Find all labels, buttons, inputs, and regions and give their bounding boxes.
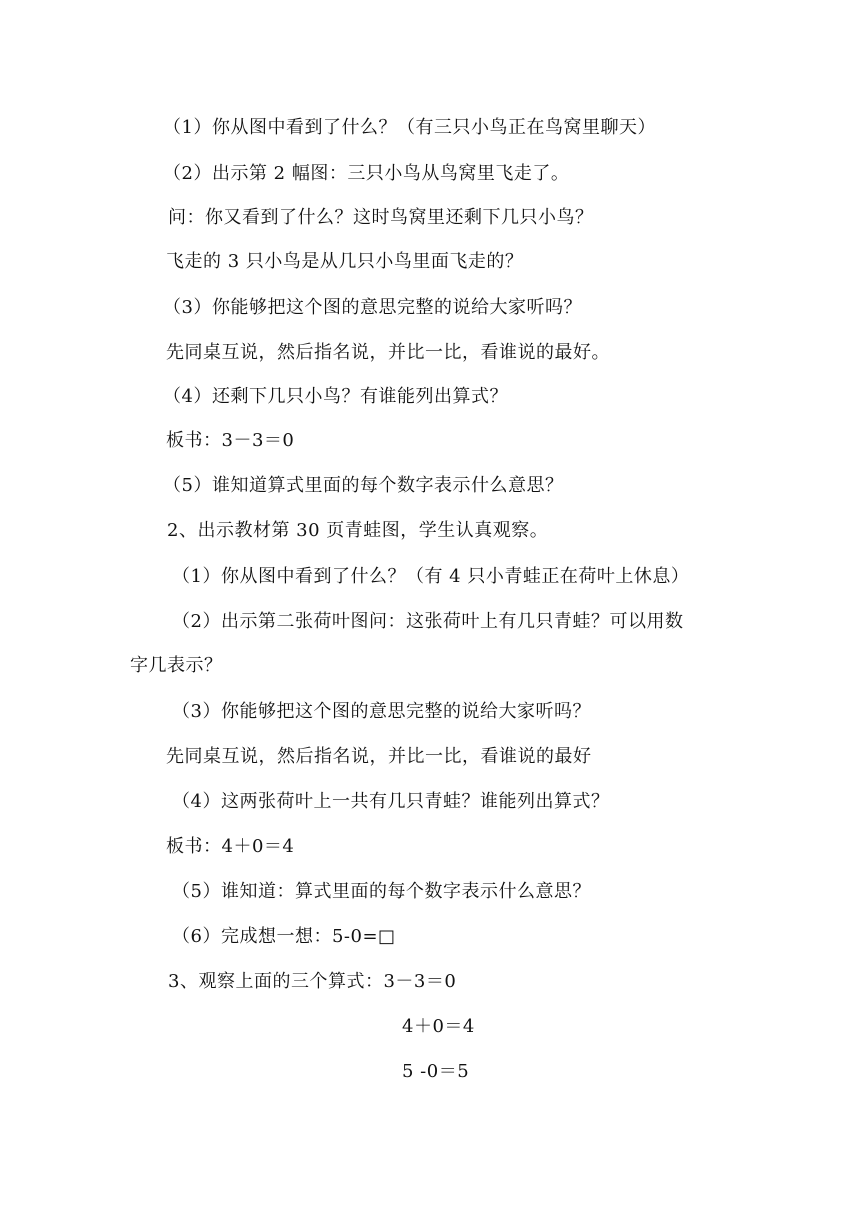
text-line: 字几表示？ bbox=[130, 655, 223, 676]
text-line: （2）出示第二张荷叶图问：这张荷叶上有几只青蛙？可以用数 bbox=[172, 611, 684, 632]
text-line: （5）谁知道：算式里面的每个数字表示什么意思？ bbox=[172, 881, 591, 902]
text-line: 先同桌互说，然后指名说，并比一比，看谁说的最好 bbox=[166, 746, 592, 767]
text-line: （6）完成想一想：5-0=□ bbox=[172, 926, 396, 947]
text-line: （1）你从图中看到了什么？（有三只小鸟正在鸟窝里聊天） bbox=[163, 117, 656, 138]
text-line: （4）还剩下几只小鸟？有谁能列出算式？ bbox=[163, 386, 508, 407]
text-line: （4）这两张荷叶上一共有几只青蛙？谁能列出算式？ bbox=[172, 791, 610, 812]
text-line: 4＋0＝4 bbox=[402, 1016, 475, 1037]
text-line: 板书：4＋0＝4 bbox=[166, 836, 295, 857]
text-line: （3）你能够把这个图的意思完整的说给大家听吗？ bbox=[163, 297, 582, 318]
text-line: （2）出示第 2 幅图：三只小鸟从鸟窝里飞走了。 bbox=[163, 163, 570, 184]
text-line: （1）你从图中看到了什么？（有 4 只小青蛙正在荷叶上休息） bbox=[172, 566, 690, 587]
text-line: 飞走的 3 只小鸟是从几只小鸟里面飞走的？ bbox=[166, 251, 524, 272]
text-line: 先同桌互说，然后指名说，并比一比，看谁说的最好。 bbox=[166, 342, 610, 363]
text-line: （3）你能够把这个图的意思完整的说给大家听吗？ bbox=[172, 701, 591, 722]
text-line: 2、出示教材第 30 页青蛙图，学生认真观察。 bbox=[167, 520, 549, 541]
text-line: 5 -0＝5 bbox=[402, 1061, 470, 1082]
text-line: （5）谁知道算式里面的每个数字表示什么意思？ bbox=[163, 475, 564, 496]
text-line: 3、观察上面的三个算式：3－3＝0 bbox=[168, 971, 457, 992]
text-line: 问：你又看到了什么？这时鸟窝里还剩下几只小鸟？ bbox=[168, 207, 594, 228]
text-line: 板书：3－3＝0 bbox=[166, 430, 295, 451]
